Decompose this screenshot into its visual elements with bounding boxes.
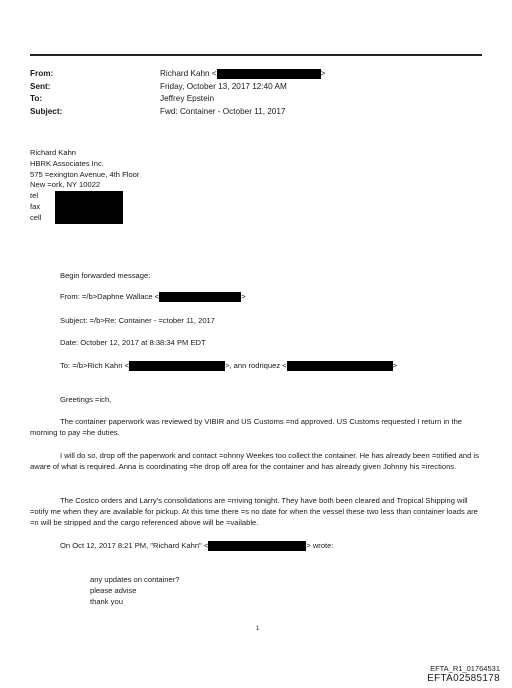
greeting: Greetings =ich, <box>60 395 112 404</box>
forwarded-date: Date: October 12, 2017 at 8:38:34 PM EDT <box>60 338 206 347</box>
signature-block <box>30 148 139 224</box>
paragraph-3: The Costco orders and Larry's consolidations are =rriving tonight. They have both been cleared and Tropical Shipping will =otify me when they are available for pickup. At this time there =s no date for when the vessel these two less than container loads are =n will be stripped and the cargo referenced above will be =vailable. <box>30 496 478 527</box>
redaction-box <box>159 292 241 302</box>
fax-label: fax <box>30 202 41 212</box>
email-header <box>30 68 325 118</box>
forwarded-from: From: =/b>Daphne Wallace < > <box>60 292 246 301</box>
quote-line-3: thank you <box>90 597 123 606</box>
redaction-box <box>208 541 306 551</box>
to-label: To: <box>30 94 43 103</box>
from-label: From: <box>30 69 54 78</box>
signature-address1: 575 =exington Avenue, 4th Floor <box>30 169 140 179</box>
bates-number-1: EFTA_R1_01764531 <box>430 664 500 673</box>
subject-label: Subject: <box>30 106 63 116</box>
paragraph-2: I will do so, drop off the paperwork and contact =ohnny Weekes too collect the container. He has already been =otified and is aware of what is required. Anna is coordinating =he drop off area for the container and has already given Johnny his =irections. <box>30 451 479 471</box>
signature-company: HBRK Associates Inc. <box>30 158 104 168</box>
subject-value: Fwd: Container - October 11, 2017 <box>160 106 286 116</box>
paragraph-1: The container paperwork was reviewed by VIBIR and US Customs =nd approved. US Customs requested I return in the morning to pay =he duties. <box>30 417 463 437</box>
quote-intro: On Oct 12, 2017 8:21 PM, "Richard Kahn" < > wrote: <box>60 541 334 550</box>
quote-line-2: please advise <box>90 586 137 595</box>
bates-number-2: EFTA02585178 <box>427 673 500 684</box>
header-rule <box>30 54 482 56</box>
redaction-box <box>217 69 321 79</box>
forwarded-to: To: =/b>Rich Kahn < >, ann rodriquez < > <box>60 361 398 370</box>
forwarded-subject: Subject: =/b>Re: Container - =ctober 11, 2017 <box>60 316 215 325</box>
redaction-box <box>55 191 123 202</box>
redaction-box <box>55 202 123 213</box>
redaction-box <box>287 361 393 371</box>
signature-name: Richard Kahn <box>30 148 77 157</box>
forwarded-intro: Begin forwarded message: <box>60 271 151 280</box>
redaction-box <box>55 213 123 224</box>
sent-label: Sent: <box>30 81 51 91</box>
page-number: 1 <box>256 626 260 632</box>
cell-label: cell <box>30 213 42 223</box>
to-value: Jeffrey Epstein <box>160 94 215 103</box>
redaction-box <box>129 361 225 371</box>
tel-label: tel <box>30 191 39 201</box>
sent-value: Friday, October 13, 2017 12:40 AM <box>160 81 287 91</box>
quote-line-1: any updates on container? <box>90 575 180 584</box>
signature-address2: New =ork, NY 10022 <box>30 180 101 190</box>
from-value: Richard Kahn < > <box>160 69 326 78</box>
